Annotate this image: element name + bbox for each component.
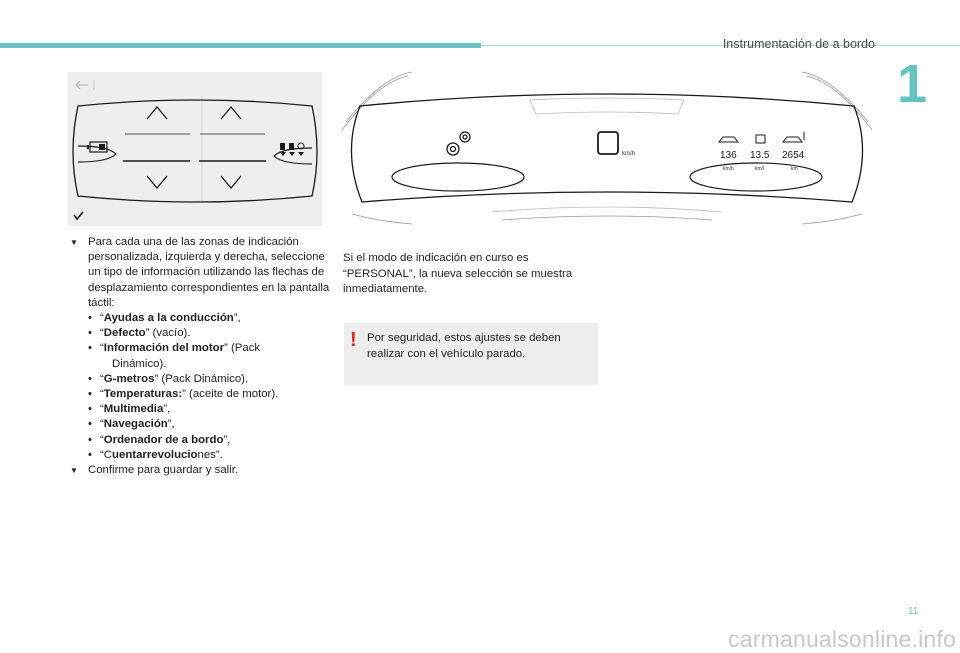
list-item-continuation: Dinámico). xyxy=(112,357,167,370)
checkmark-icon xyxy=(74,212,83,219)
instruction-confirm: Confirme para guardar y salir. xyxy=(88,464,239,477)
list-item: • “Multimedia”, xyxy=(70,402,330,417)
step-marker-icon: ▼ xyxy=(70,238,78,247)
trip-speed-unit: km/h xyxy=(723,166,734,172)
car-icon xyxy=(719,137,738,142)
instruction-step xyxy=(70,463,330,478)
list-item: • “G-metros” (Pack Dinámico). xyxy=(70,372,330,387)
trip-distance-unit: km xyxy=(791,166,798,172)
trip-consumption-unit: km/l xyxy=(755,166,765,172)
fuel-icon xyxy=(289,143,294,150)
watermark-logo: carmanualsonline.info xyxy=(728,626,956,652)
touch-screen-illustration xyxy=(68,72,322,226)
list-item: • “Navegación”, xyxy=(70,417,330,432)
page-number: 11 xyxy=(908,606,919,617)
chevron-down-icon xyxy=(221,176,241,188)
instrument-cluster-illustration xyxy=(342,62,872,232)
car-flag-icon xyxy=(783,132,804,142)
list-item: • “Información del motor” (Pack xyxy=(70,341,330,356)
instruction-intro: Para cada una de las zonas de indicación personalizada, izquierda y derecha, seleccione un tipo de información utilizando las flechas de desplazamiento correspondientes en la pantalla táctil: xyxy=(88,236,330,309)
chevron-up-icon xyxy=(147,107,167,119)
chevron-down-icon xyxy=(147,176,167,188)
list-item: • “Cuentarrevoluciones”. xyxy=(70,448,330,463)
list-item: • “Ayudas a la conducción”, xyxy=(70,311,330,326)
header-accent-bar xyxy=(0,43,481,48)
speed-unit: km/h xyxy=(622,151,636,157)
warning-icon: ! xyxy=(350,329,357,351)
speed-display xyxy=(598,132,618,154)
trip-distance-value: 2654 xyxy=(782,150,805,161)
trip-speed-value: 136 xyxy=(720,150,737,161)
gear-icon xyxy=(447,132,470,155)
fuel-icon xyxy=(756,135,765,143)
header-rule xyxy=(481,45,960,46)
instruction-step xyxy=(70,235,330,311)
warning-text: Por seguridad, estos ajustes se deben realizar con el vehículo parado. xyxy=(367,332,561,360)
instructions-list xyxy=(70,235,330,478)
chapter-number: 1 xyxy=(897,54,928,114)
fuel-icon xyxy=(280,143,285,150)
list-item: • “Ordenador de a bordo”, xyxy=(70,433,330,448)
step-marker-icon: ▼ xyxy=(70,466,78,476)
list-item: • “Defecto” (vacío). xyxy=(70,326,330,341)
list-item: • “Temperaturas:” (aceite de motor). xyxy=(70,387,330,402)
arrow-left-icon xyxy=(76,81,88,89)
chevron-up-icon xyxy=(221,107,241,119)
mode-note: Si el modo de indicación en curso es “PERSONAL”, la nueva selección se muestra inmediatamente. xyxy=(343,252,573,296)
section-title: Instrumentación de a bordo xyxy=(722,37,875,51)
safety-warning-box xyxy=(344,323,598,385)
trip-consumption-value: 13.5 xyxy=(750,150,770,161)
